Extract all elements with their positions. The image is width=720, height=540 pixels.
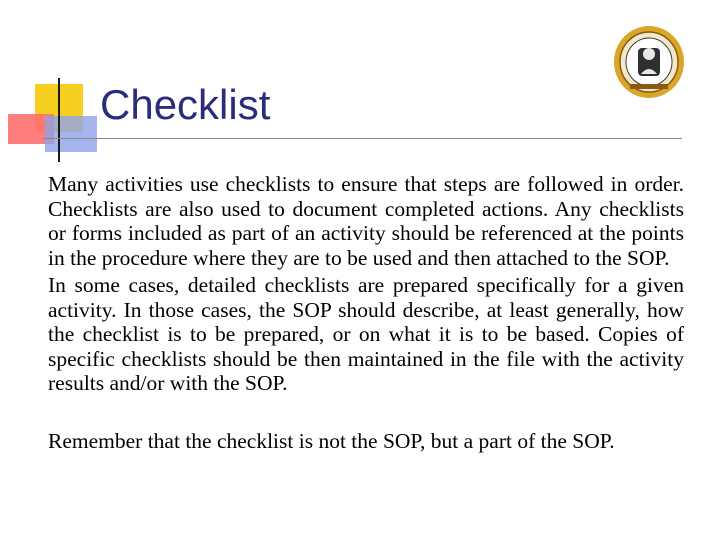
decor-blue-square <box>45 116 97 152</box>
slide-title: Checklist <box>100 81 271 128</box>
decor-vertical-line <box>58 78 60 162</box>
paragraph-2: In some cases, detailed checklists are prepared specifically for a given activity. In those cases, the SOP should describe, at least generally, how the checklist is to be prepared, or on what it is to be based. Copies of specific checklists should be then maintained in the file with the activity results and/or with the SOP. <box>48 273 684 395</box>
paragraph-1: Many activities use checklists to ensure that steps are followed in order. Checklists are also used to document completed actions. Any checklists or forms included as part of an activity should be referenced at the points in the procedure where they are to be used and then attached to the SOP. <box>48 172 684 270</box>
title-underline <box>42 138 682 139</box>
seal-logo-icon <box>612 24 686 100</box>
paragraph-3: Remember that the checklist is not the SOP, but a part of the SOP. <box>48 428 615 453</box>
slide-body <box>48 172 684 453</box>
